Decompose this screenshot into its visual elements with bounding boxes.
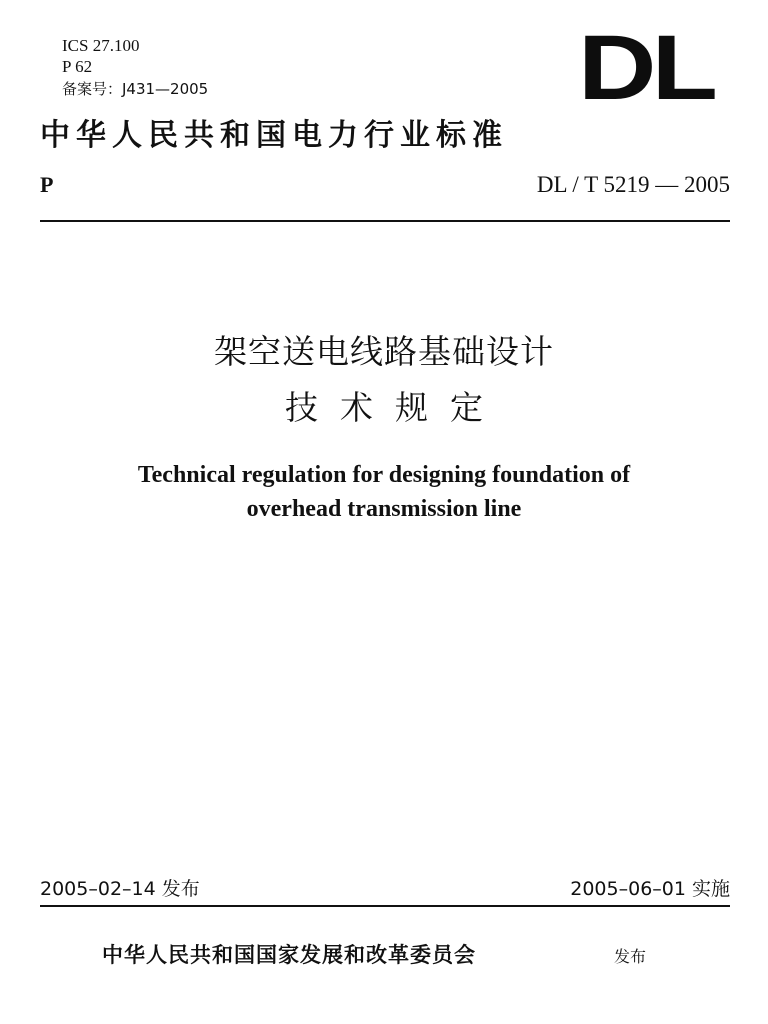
publisher-action: 发布 <box>614 947 647 966</box>
issue-date: 2005–02–14 发布 <box>40 878 200 900</box>
publisher-name: 中华人民共和国国家发展和改革委员会 <box>102 943 476 967</box>
footer-divider <box>40 905 730 907</box>
filing-number: 备案号：J431—2005 <box>62 80 209 98</box>
industry-standard-title: 中华人民共和国电力行业标准 <box>40 118 508 153</box>
header-divider <box>40 220 730 222</box>
category-code: P 62 <box>62 57 93 76</box>
chinese-title-line-2: 技术规定 <box>285 388 505 427</box>
classification-letter: P <box>40 172 54 197</box>
english-title-line-1: Technical regulation for designing foundation of <box>137 462 631 488</box>
ics-code: ICS 27.100 <box>62 36 140 55</box>
chinese-title-line-1: 架空送电线路基础设计 <box>214 332 554 371</box>
english-title-line-2: overhead transmission line <box>246 496 522 522</box>
implementation-date: 2005–06–01 实施 <box>570 878 730 900</box>
dl-logo: DL <box>578 17 714 119</box>
standard-number: DL / T 5219 — 2005 <box>536 172 730 197</box>
